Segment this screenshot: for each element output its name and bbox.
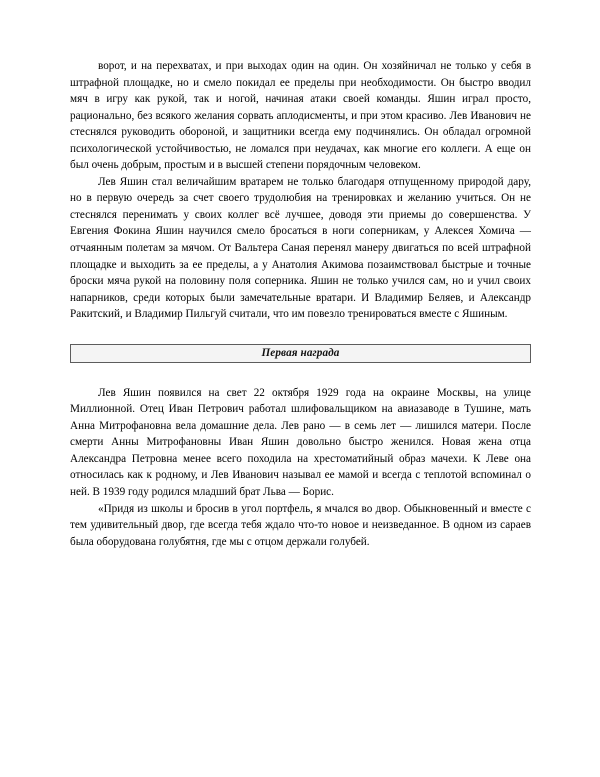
section-heading-box [70, 344, 531, 363]
section-heading-label: Первая награда [261, 347, 340, 360]
paragraph-body-4: «Придя из школы и бросив в угол портфель, я мчался во двор. Обыкновенный и вместе с тем удивительный двор, где всегда тебя ждало что-то новое и неизведанное. В одном из сараев была оборудована голубятня, где мы с отцом держали голубей. [70, 502, 531, 548]
paragraph-body-1: ворот, и на перехватах, и при выходах один на один. Он хозяйничал не только у себя в штрафной площадке, но и смело покидал ее пределы при необходимости. Он быстро вводил мяч в игру как рукой, так и ногой, начиная атаки своей команды. Яшин играл просто, рационально, без всякого желания сорвать аплодисменты, и при этом красиво. Лев Иванович не стеснялся руководить обороной, и защитники всегда ему подчинялись. Он обладал огромной психологической устойчивостью, не ломался при неудачах, как многие его коллеги. А еще он был очень добрым, простым и в высшей степени порядочным человеком. [70, 60, 531, 172]
paragraph-body-2: Лев Яшин стал величайшим вратарем не только благодаря отпущенному природой дару, но в первую очередь за счет своего трудолюбия на тренировках и желанию учиться. Он не стеснялся перенимать у своих коллег всё лучшее, доводя эти приемы до совершенства. У Евгения Фокина Яшин научился смело бросаться в ноги соперникам, у Алексея Хомича — отчаянным полетам за мячом. От Вальтера Саная перенял манеру двигаться по всей штрафной площадке и выходить за ее пределы, а у Анатолия Акимова позаимствовал быстрые и точные броски мяча рукой на половину поля соперника. Яшин не только учился сам, но и учил своих напарников, среди которых были замечательные вратари. И Владимир Беляев, и Александр Ракитский, и Владимир Пильгуй считали, что им повезло тренироваться вместе с Яшиным. [70, 175, 531, 321]
section-heading-wrapper [70, 344, 531, 363]
paragraph-body-3: Лев Яшин появился на свет 22 октября 1929 года на окраине Москвы, на улице Миллионной. Отец Иван Петрович работал шлифовальщиком на авиазаводе в Тушине, мать Анна Митрофановна вела домашние дела. Лев рано — в семь лет — лишился матери. После смерти Анны Митрофановны Иван Яшин довольно быстро женился. Новая жена отца Александра Петровна менее всего походила на хрестоматийный образ мачехи. К Леве она относилась как к родному, и Лев Иванович называл ее мамой и всегда с теплотой вспоминал о ней. В 1939 году родился младший брат Льва — Борис. [70, 386, 531, 499]
text-column [70, 58, 531, 550]
